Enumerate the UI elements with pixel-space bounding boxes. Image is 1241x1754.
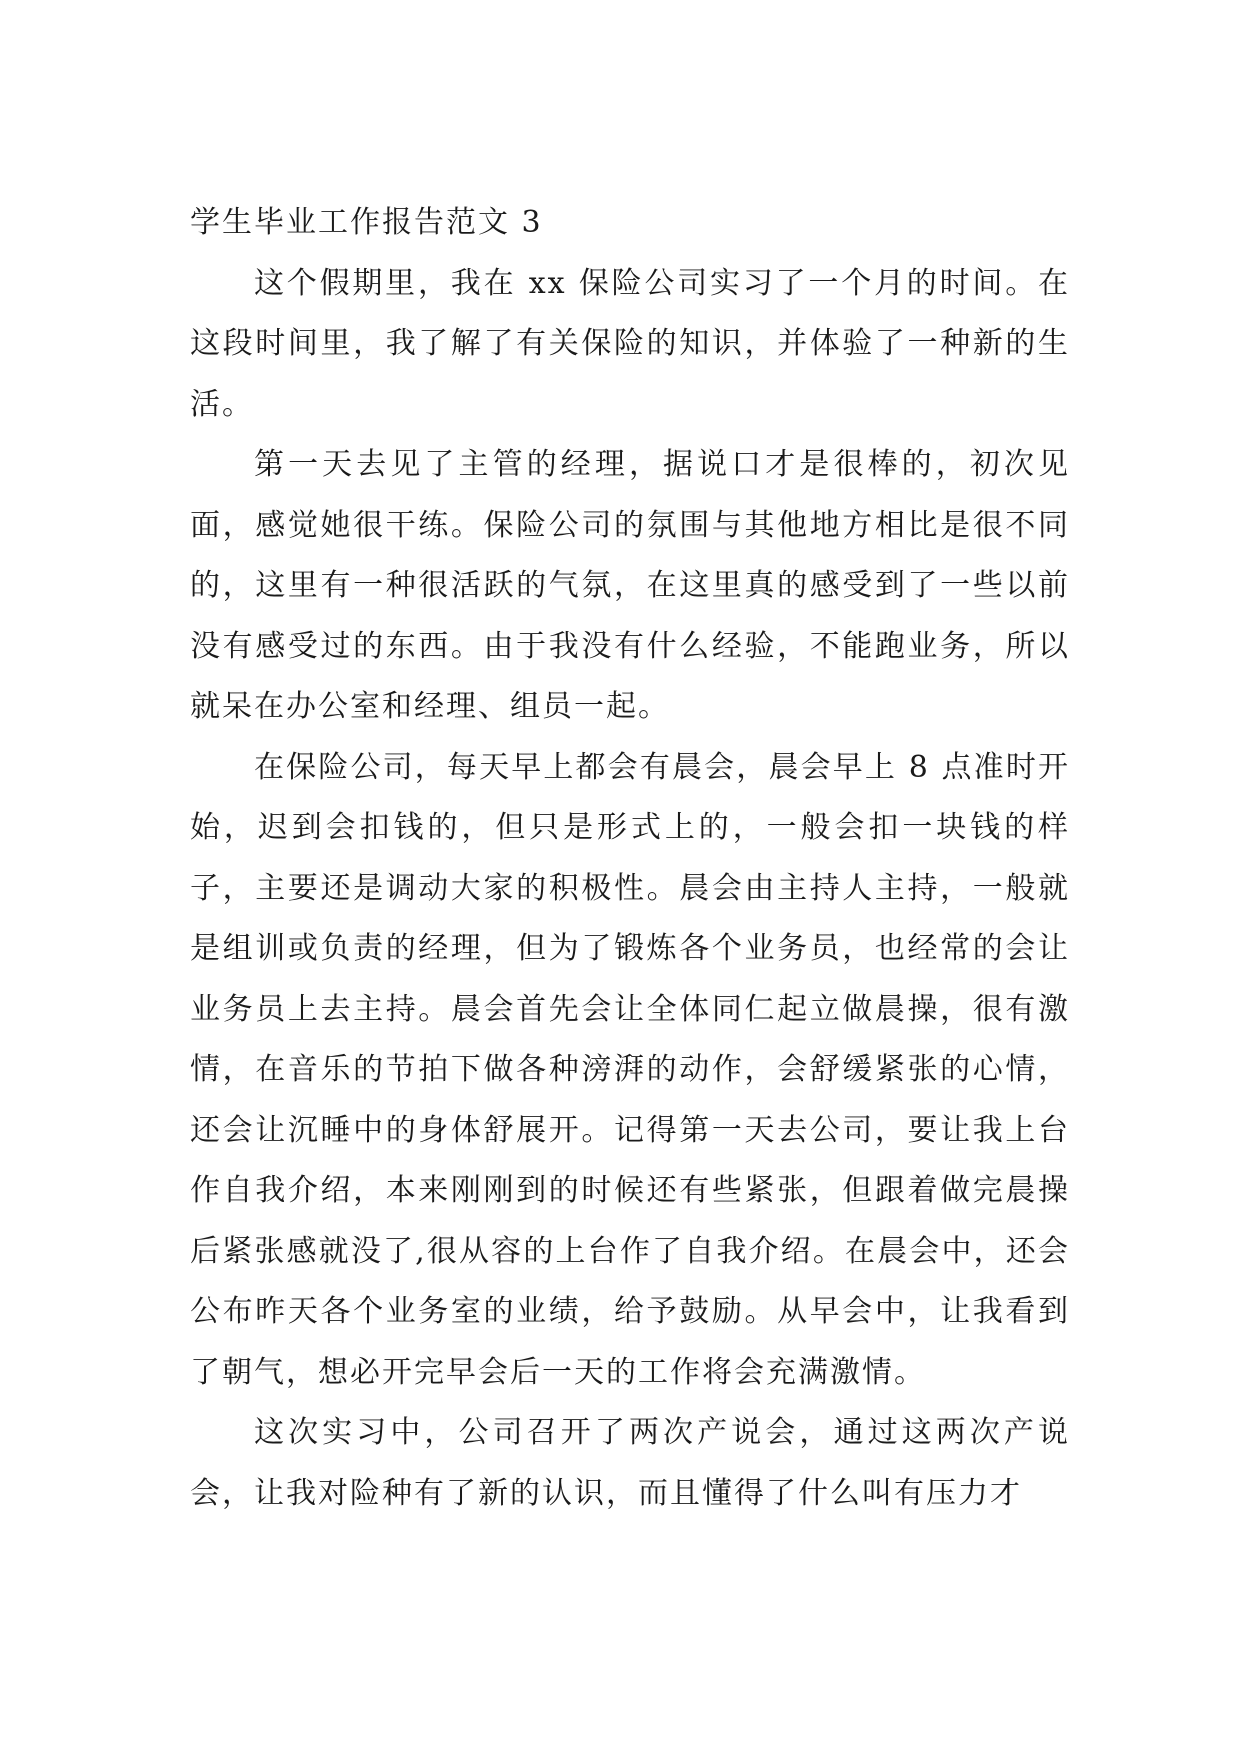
- paragraph-1: 这个假期里，我在 xx 保险公司实习了一个月的时间。在这段时间里，我了解了有关保险的知识，并体验了一种新的生活。: [190, 265, 1070, 422]
- paragraph-2: 第一天去见了主管的经理，据说口才是很棒的，初次见面，感觉她很干练。保险公司的氛围与其他地方相比是很不同的，这里有一种很活跃的气氛，在这里真的感受到了一些以前没有感受过的东西。由于我没有什么经验，不能跑业务，所以就呆在办公室和经理、组员一起。: [190, 447, 1070, 724]
- document-title: 学生毕业工作报告范文 3: [190, 205, 543, 240]
- paragraph-4: 这次实习中，公司召开了两次产说会，通过这两次产说会，让我对险种有了新的认识，而且懂得了什么叫有压力才: [190, 1415, 1070, 1511]
- paragraph-3: 在保险公司，每天早上都会有晨会，晨会早上 8 点准时开始，迟到会扣钱的，但只是形式上的，一般会扣一块钱的样子，主要还是调动大家的积极性。晨会由主持人主持，一般就是组训或负责的经理，但为了锻炼各个业务员，也经常的会让业务员上去主持。晨会首先会让全体同仁起立做晨操，很有激情，在音乐的节拍下做各种滂湃的动作，会舒缓紧张的心情，还会让沉睡中的身体舒展开。记得第一天去公司，要让我上台作自我介绍，本来刚刚到的时候还有些紧张，但跟着做完晨操后紧张感就没了,很从容的上台作了自我介绍。在晨会中，还会公布昨天各个业务室的业绩，给予鼓励。从早会中，让我看到了朝气，想必开完早会后一天的工作将会充满激情。: [190, 749, 1070, 1390]
- document-body: [190, 193, 1070, 1524]
